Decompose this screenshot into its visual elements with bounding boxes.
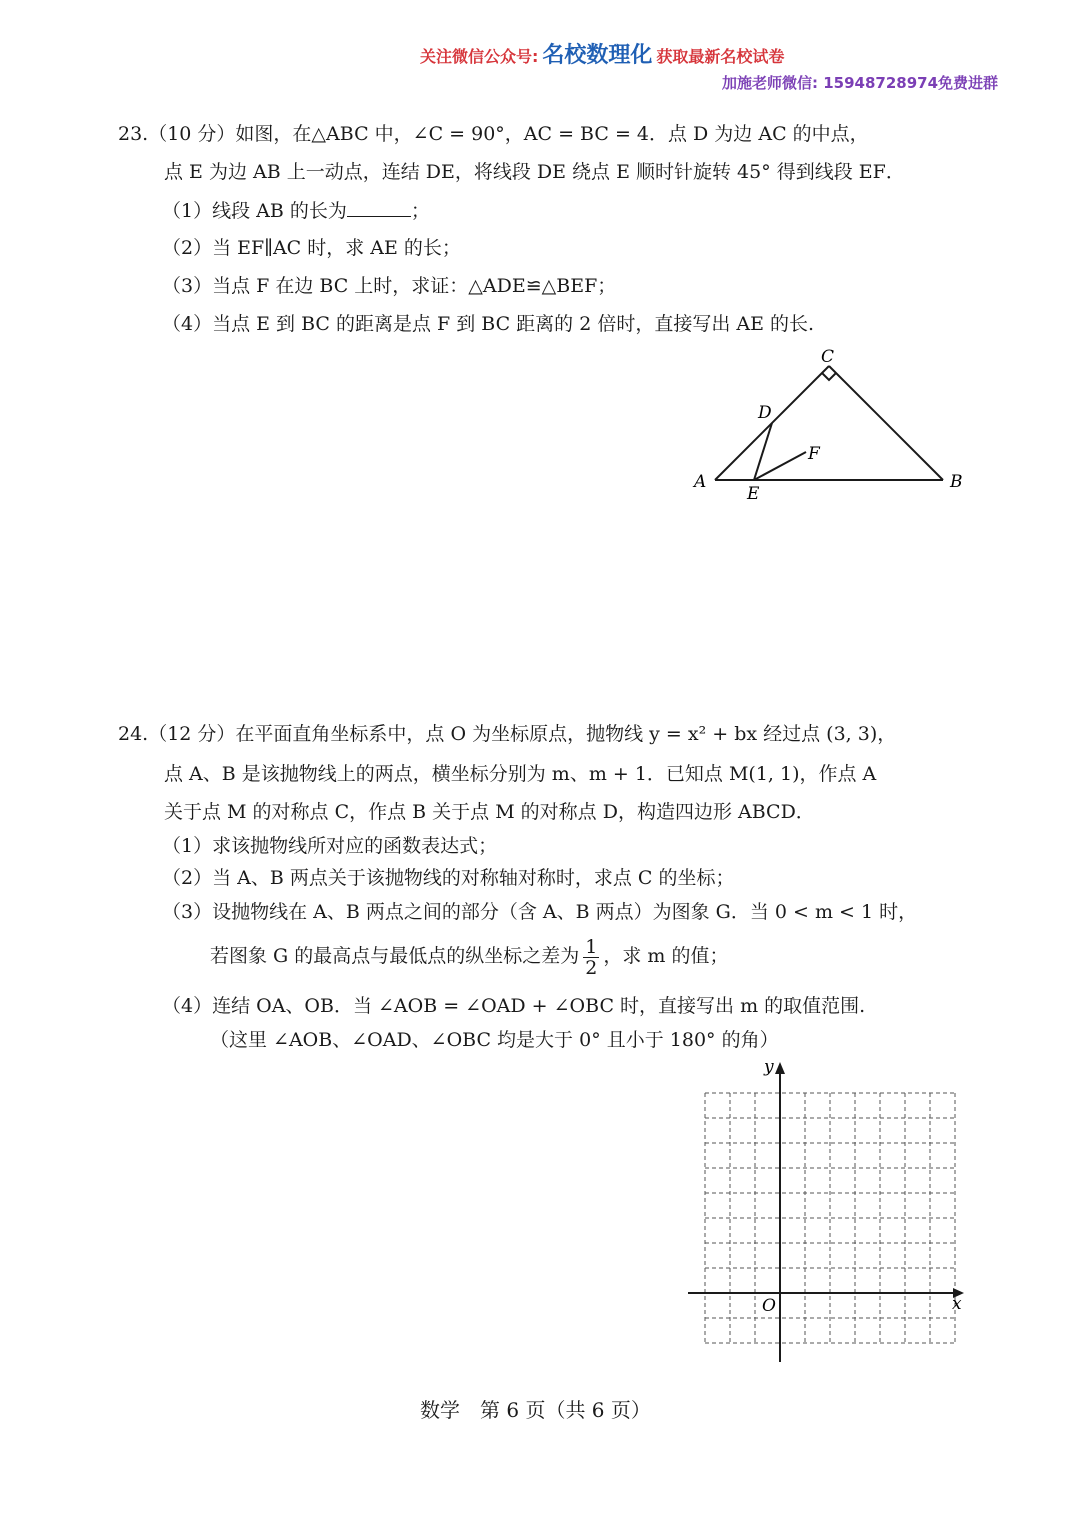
- q23-part1-text: （1）线段 AB 的长为: [162, 200, 347, 222]
- q24-part3b: [210, 934, 728, 978]
- fraction-numerator: 1: [585, 935, 598, 958]
- q24-line3: 关于点 M 的对称点 C，作点 B 关于点 M 的对称点 D，构造四边形 ABCD．: [164, 801, 815, 823]
- page-footer: 数学 第 6 页（共 6 页）: [420, 1398, 651, 1422]
- q23-part3: （3）当点 F 在边 BC 上时，求证：△ADE≌△BEF；: [162, 275, 617, 297]
- q23-part1-end: ；: [410, 200, 430, 222]
- q24-part1: （1）求该抛物线所对应的函数表达式；: [162, 835, 498, 857]
- q24-line2: 点 A、B 是该抛物线上的两点，横坐标分别为 m、m + 1．已知点 M(1, 1)，作点 A: [164, 763, 877, 785]
- q23-line2: 点 E 为边 AB 上一动点，连结 DE，将线段 DE 绕点 E 顺时针旋转 45° 得到线段 EF．: [164, 161, 905, 183]
- q23-part4: （4）当点 E 到 BC 的距离是点 F 到 BC 距离的 2 倍时，直接写出 AE 的长.: [162, 313, 815, 335]
- q24-part3: （3）设抛物线在 A、B 两点之间的部分（含 A、B 两点）为图象 G．当 0 < m < 1 时，: [162, 901, 918, 923]
- promo-prefix: 关注微信公众号:: [420, 47, 539, 66]
- label-d: D: [758, 403, 772, 423]
- q23-part1: [162, 198, 430, 223]
- y-axis-arrow-icon: [775, 1062, 785, 1074]
- q24-line1: 24.（12 分）在平面直角坐标系中，点 O 为坐标原点，抛物线 y = x² + bx 经过点 (3, 3)，: [118, 723, 897, 745]
- label-e: E: [747, 484, 760, 504]
- q24-part4: （4）连结 OA、OB．当 ∠AOB = ∠OAD + ∠OBC 时，直接写出 m 的取值范围.: [162, 995, 866, 1017]
- right-angle-mark: [822, 373, 836, 380]
- label-b: B: [950, 472, 963, 492]
- axis-label-x: x: [952, 1294, 962, 1314]
- promo-banner: [420, 38, 860, 69]
- q24-part3b-text: 若图象 G 的最高点与最低点的纵坐标之差为: [210, 945, 580, 967]
- q23-part2: （2）当 EF∥AC 时，求 AE 的长；: [162, 237, 461, 259]
- q24-part3b-end: ，求 m 的值；: [603, 945, 729, 967]
- label-c: C: [821, 347, 835, 367]
- teacher-contact: 加施老师微信: 15948728974免费进群: [722, 74, 999, 92]
- fraction-denominator: 2: [585, 956, 598, 979]
- answer-blank: [347, 198, 411, 217]
- q23-triangle-figure: [680, 340, 980, 510]
- side-bc: [829, 366, 943, 480]
- origin-label: O: [762, 1296, 776, 1316]
- axis-label-y: y: [764, 1057, 774, 1077]
- label-f: F: [808, 444, 820, 464]
- coordinate-grid-figure: [680, 1050, 980, 1370]
- promo-brand: 名校数理化: [542, 43, 653, 68]
- q24-part4-note: （这里 ∠AOB、∠OAD、∠OBC 均是大于 0° 且小于 180° 的角）: [210, 1029, 779, 1051]
- one-half-fraction: [583, 937, 599, 978]
- q23-line1: 23.（10 分）如图，在△ABC 中，∠C = 90°，AC = BC = 4．点 D 为边 AC 的中点，: [118, 123, 869, 145]
- q24-part2: （2）当 A、B 两点关于该抛物线的对称轴对称时，求点 C 的坐标；: [162, 867, 735, 889]
- promo-suffix: 获取最新名校试卷: [656, 47, 785, 66]
- label-a: A: [694, 472, 707, 492]
